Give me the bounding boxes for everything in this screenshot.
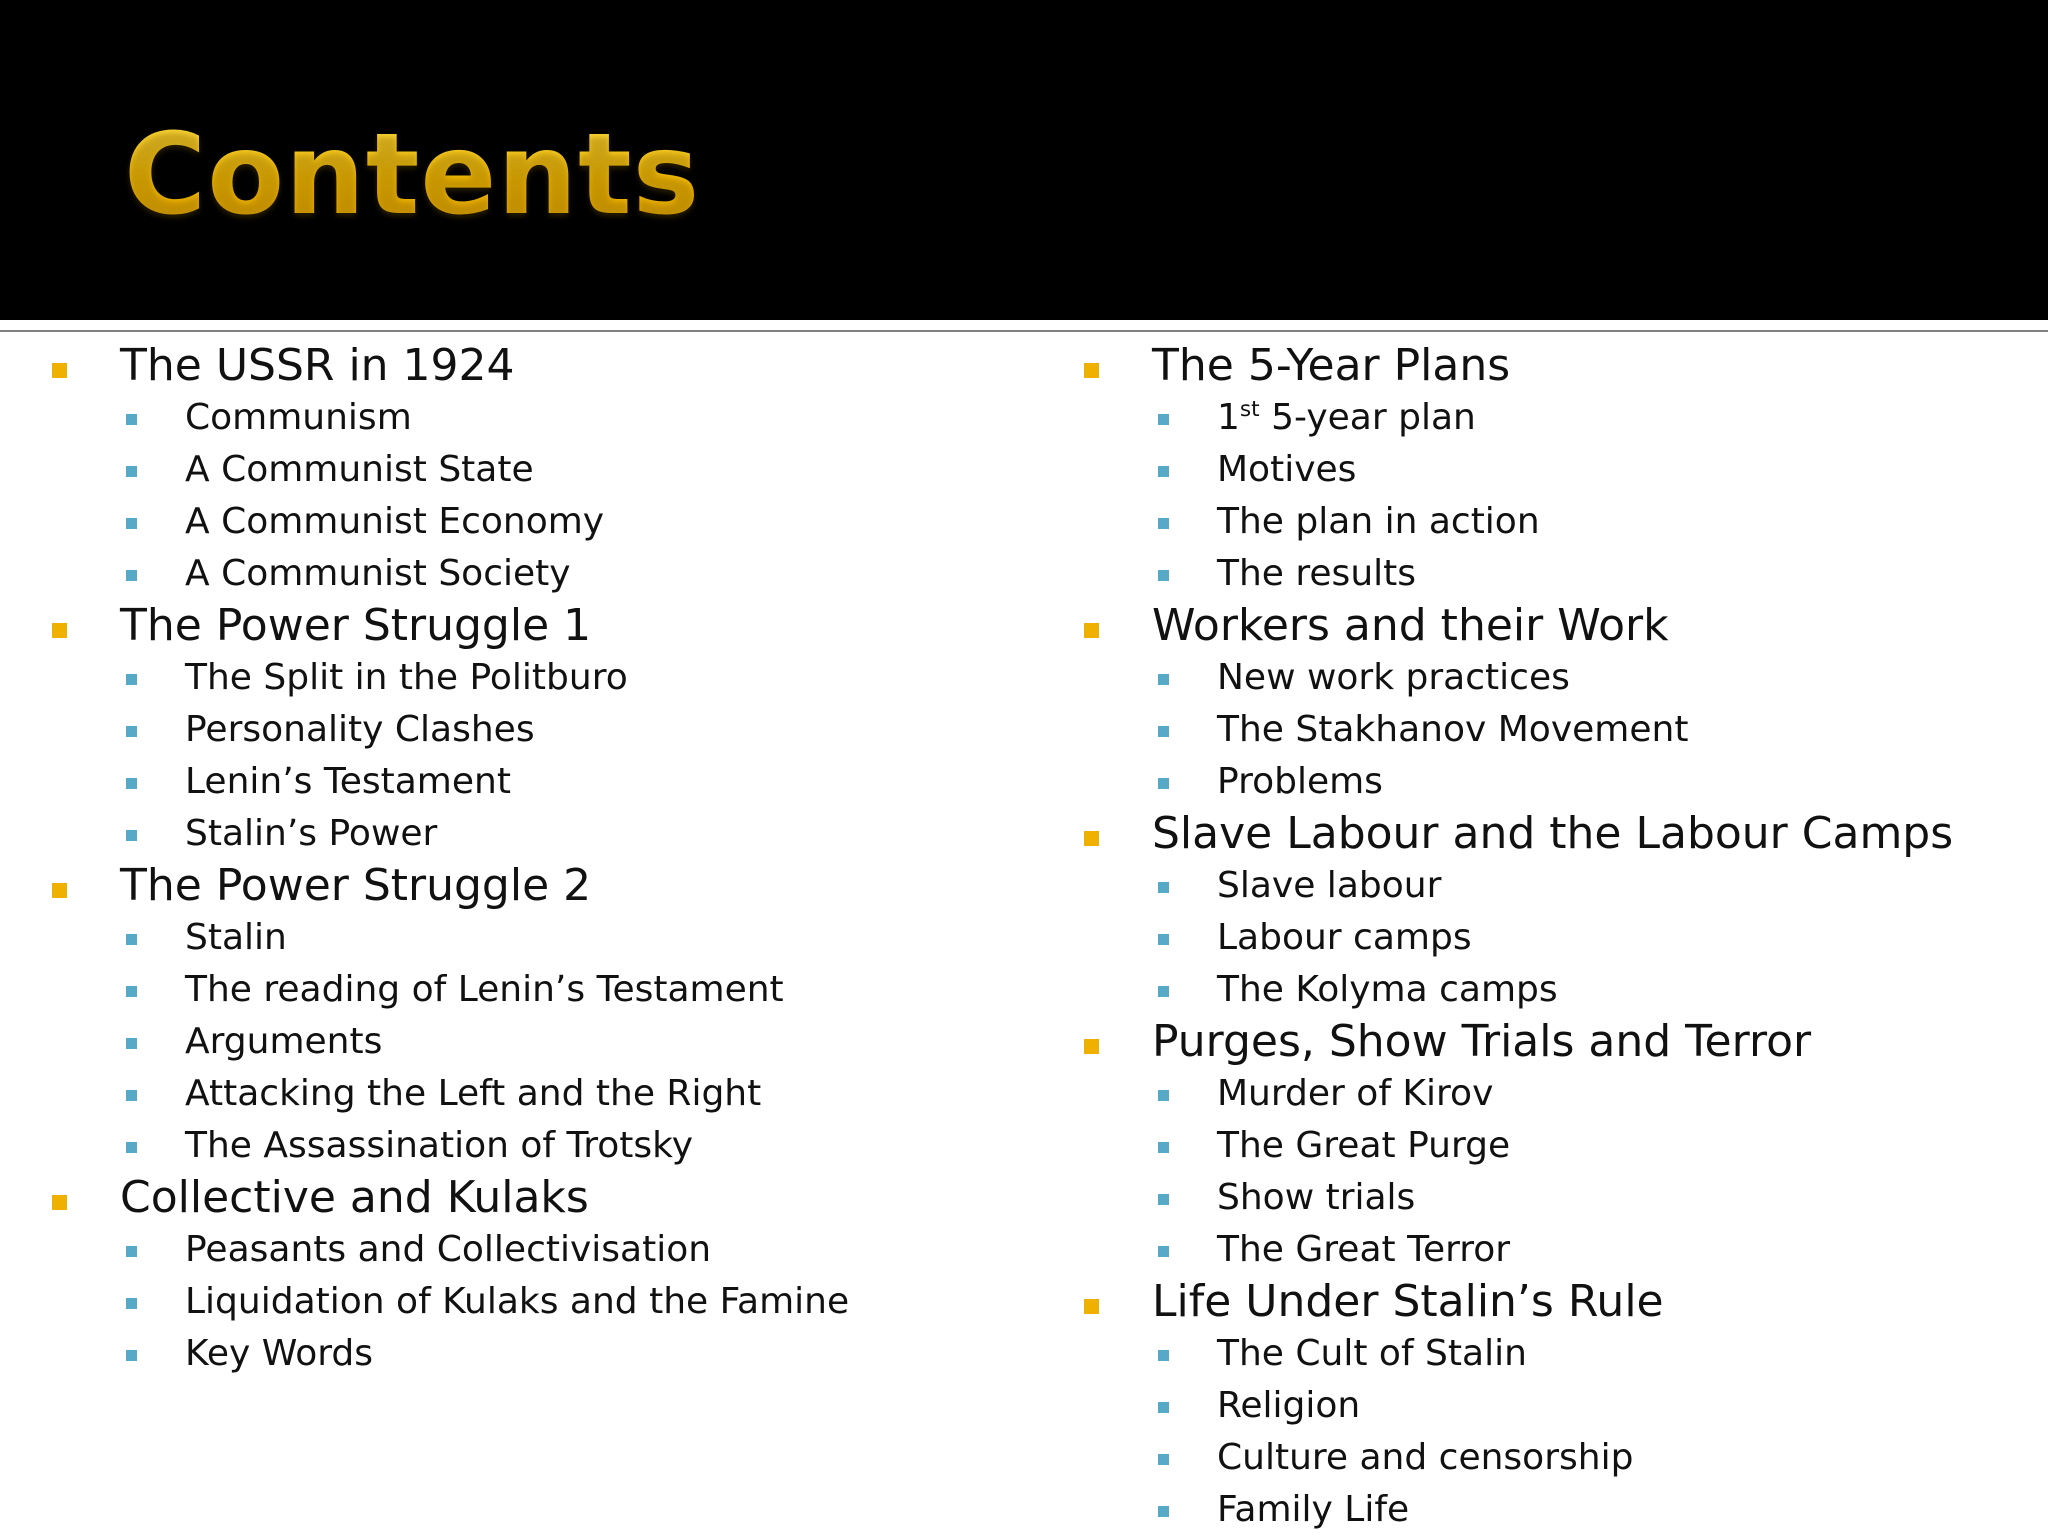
list-item[interactable] [1080,964,2040,1016]
list-item-text: Peasants and Collectivisation [185,1229,712,1270]
sub-bullet-icon [1158,570,1169,581]
sub-bullet-icon [1158,1090,1169,1101]
section-bullet-icon [1084,1039,1099,1054]
sub-bullet-icon [1158,1506,1169,1517]
sub-list [1080,652,2040,808]
sub-bullet-icon [126,674,137,685]
section-heading[interactable] [48,860,1008,912]
section-bullet-icon [52,363,67,378]
sub-bullet-icon [1158,1402,1169,1413]
list-item-text: Lenin’s Testament [185,761,511,802]
list-item-text: Murder of Kirov [1217,1073,1494,1114]
section-heading-text: Collective and Kulaks [120,1172,589,1223]
section-heading-text: Purges, Show Trials and Terror [1152,1016,1812,1067]
section-heading[interactable] [1080,600,2040,652]
list-item-text: The reading of Lenin’s Testament [185,969,784,1010]
list-item[interactable] [48,1328,1008,1380]
sub-bullet-icon [126,934,137,945]
ordinal-suffix: st [1239,397,1260,422]
sub-list [48,652,1008,860]
slide-title: Contents [124,110,701,240]
list-item[interactable] [1080,860,2040,912]
list-item[interactable] [1080,912,2040,964]
sub-bullet-icon [1158,466,1169,477]
section-heading-text: The 5-Year Plans [1152,340,1511,391]
list-item[interactable] [48,1224,1008,1276]
ordinal-number: 1 [1217,397,1240,438]
sub-bullet-icon [126,1090,137,1101]
list-item[interactable] [1080,1068,2040,1120]
list-item-text: Stalin [185,917,287,958]
list-item[interactable] [48,1276,1008,1328]
list-item-text: Attacking the Left and the Right [185,1073,762,1114]
sub-bullet-icon [1158,986,1169,997]
sub-bullet-icon [126,986,137,997]
section-heading[interactable] [1080,808,2040,860]
list-item[interactable] [1080,704,2040,756]
list-item-text: A Communist State [185,449,534,490]
list-item[interactable] [48,912,1008,964]
sub-bullet-icon [1158,674,1169,685]
sub-bullet-icon [1158,778,1169,789]
sub-bullet-icon [126,726,137,737]
list-item-text: Motives [1217,449,1357,490]
sub-list [48,1224,1008,1380]
list-item-text: The Split in the Politburo [185,657,628,698]
section-life-under-stalin [1080,1276,2040,1536]
list-item[interactable] [1080,1120,2040,1172]
section-heading-text: The Power Struggle 2 [120,860,592,911]
section-bullet-icon [1084,831,1099,846]
list-item[interactable] [48,1068,1008,1120]
section-bullet-icon [52,883,67,898]
list-item[interactable] [1080,1484,2040,1536]
sub-list [1080,392,2040,600]
section-heading-text: Workers and their Work [1152,600,1669,651]
list-item-text: The Cult of Stalin [1217,1333,1527,1374]
sub-bullet-icon [126,414,137,425]
list-item[interactable] [48,444,1008,496]
sub-list [1080,1068,2040,1276]
list-item[interactable] [1080,392,2040,444]
list-item-text: Religion [1217,1385,1361,1426]
list-item[interactable] [48,756,1008,808]
section-bullet-icon [52,1195,67,1210]
sub-bullet-icon [1158,1142,1169,1153]
ordinal-rest: 5-year plan [1259,397,1476,438]
sub-bullet-icon [1158,882,1169,893]
section-heading[interactable] [1080,340,2040,392]
sub-list [48,912,1008,1172]
list-item-text: Culture and censorship [1217,1437,1634,1478]
sub-bullet-icon [126,1246,137,1257]
list-item-text: Arguments [185,1021,383,1062]
section-bullet-icon [1084,1299,1099,1314]
section-heading-text: Life Under Stalin’s Rule [1152,1276,1664,1327]
list-item[interactable] [1080,756,2040,808]
list-item-text: The Great Purge [1217,1125,1511,1166]
sub-bullet-icon [126,570,137,581]
list-item-text: The Great Terror [1217,1229,1511,1270]
list-item-text: Liquidation of Kulaks and the Famine [185,1281,850,1322]
contents-left-column [48,340,1008,1380]
sub-bullet-icon [126,1298,137,1309]
list-item-text: The Assassination of Trotsky [185,1125,694,1166]
sub-bullet-icon [126,466,137,477]
sub-bullet-icon [1158,1454,1169,1465]
sub-list [1080,1328,2040,1536]
section-heading-text: The USSR in 1924 [120,340,515,391]
list-item[interactable] [1080,1380,2040,1432]
section-heading[interactable] [1080,1016,2040,1068]
list-item[interactable] [48,1120,1008,1172]
list-item[interactable] [1080,496,2040,548]
list-item-text: The plan in action [1217,501,1540,542]
sub-bullet-icon [1158,726,1169,737]
list-item-text: Key Words [185,1333,373,1374]
list-item-text: The Kolyma camps [1217,969,1558,1010]
sub-bullet-icon [126,830,137,841]
list-item[interactable] [1080,1172,2040,1224]
list-item[interactable] [48,808,1008,860]
title-divider [0,330,2048,332]
sub-list [48,392,1008,600]
sub-bullet-icon [126,518,137,529]
list-item-text: Family Life [1217,1489,1410,1530]
list-item[interactable] [48,704,1008,756]
section-five-year-plans [1080,340,2040,600]
section-heading[interactable] [48,600,1008,652]
sub-bullet-icon [1158,1194,1169,1205]
sub-bullet-icon [126,1142,137,1153]
section-workers-work [1080,600,2040,808]
list-item-text: A Communist Society [185,553,571,594]
list-item[interactable] [48,548,1008,600]
sub-bullet-icon [1158,414,1169,425]
list-item[interactable] [1080,444,2040,496]
list-item[interactable] [1080,1432,2040,1484]
section-slave-labour [1080,808,2040,1016]
list-item[interactable] [48,652,1008,704]
list-item-text: Labour camps [1217,917,1472,958]
list-item[interactable] [48,964,1008,1016]
sub-bullet-icon [126,778,137,789]
section-power-struggle-1 [48,600,1008,860]
sub-bullet-icon [1158,1246,1169,1257]
list-item-text [1217,397,1476,438]
list-item-text: The results [1217,553,1417,594]
list-item[interactable] [48,392,1008,444]
section-collective-kulaks [48,1172,1008,1380]
list-item-text: Problems [1217,761,1383,802]
section-heading[interactable] [48,1172,1008,1224]
section-purges-terror [1080,1016,2040,1276]
section-heading[interactable] [48,340,1008,392]
list-item-text: New work practices [1217,657,1570,698]
list-item[interactable] [48,1016,1008,1068]
list-item-text: Communism [185,397,412,438]
list-item-text: Show trials [1217,1177,1416,1218]
list-item-text: A Communist Economy [185,501,605,542]
list-item-text: Stalin’s Power [185,813,438,854]
sub-bullet-icon [126,1038,137,1049]
contents-right-column [1080,340,2040,1536]
section-ussr-1924 [48,340,1008,600]
list-item[interactable] [1080,548,2040,600]
section-bullet-icon [1084,363,1099,378]
list-item[interactable] [48,496,1008,548]
sub-bullet-icon [1158,518,1169,529]
section-bullet-icon [52,623,67,638]
sub-bullet-icon [126,1350,137,1361]
section-bullet-icon [1084,623,1099,638]
title-bar [0,0,2048,320]
list-item[interactable] [1080,1328,2040,1380]
sub-bullet-icon [1158,1350,1169,1361]
list-item[interactable] [1080,652,2040,704]
list-item-text: The Stakhanov Movement [1217,709,1689,750]
section-heading-text: Slave Labour and the Labour Camps [1152,808,1954,859]
sub-list [1080,860,2040,1016]
list-item-text: Slave labour [1217,865,1442,906]
sub-bullet-icon [1158,934,1169,945]
section-power-struggle-2 [48,860,1008,1172]
list-item-text: Personality Clashes [185,709,535,750]
section-heading-text: The Power Struggle 1 [120,600,592,651]
list-item[interactable] [1080,1224,2040,1276]
section-heading[interactable] [1080,1276,2040,1328]
